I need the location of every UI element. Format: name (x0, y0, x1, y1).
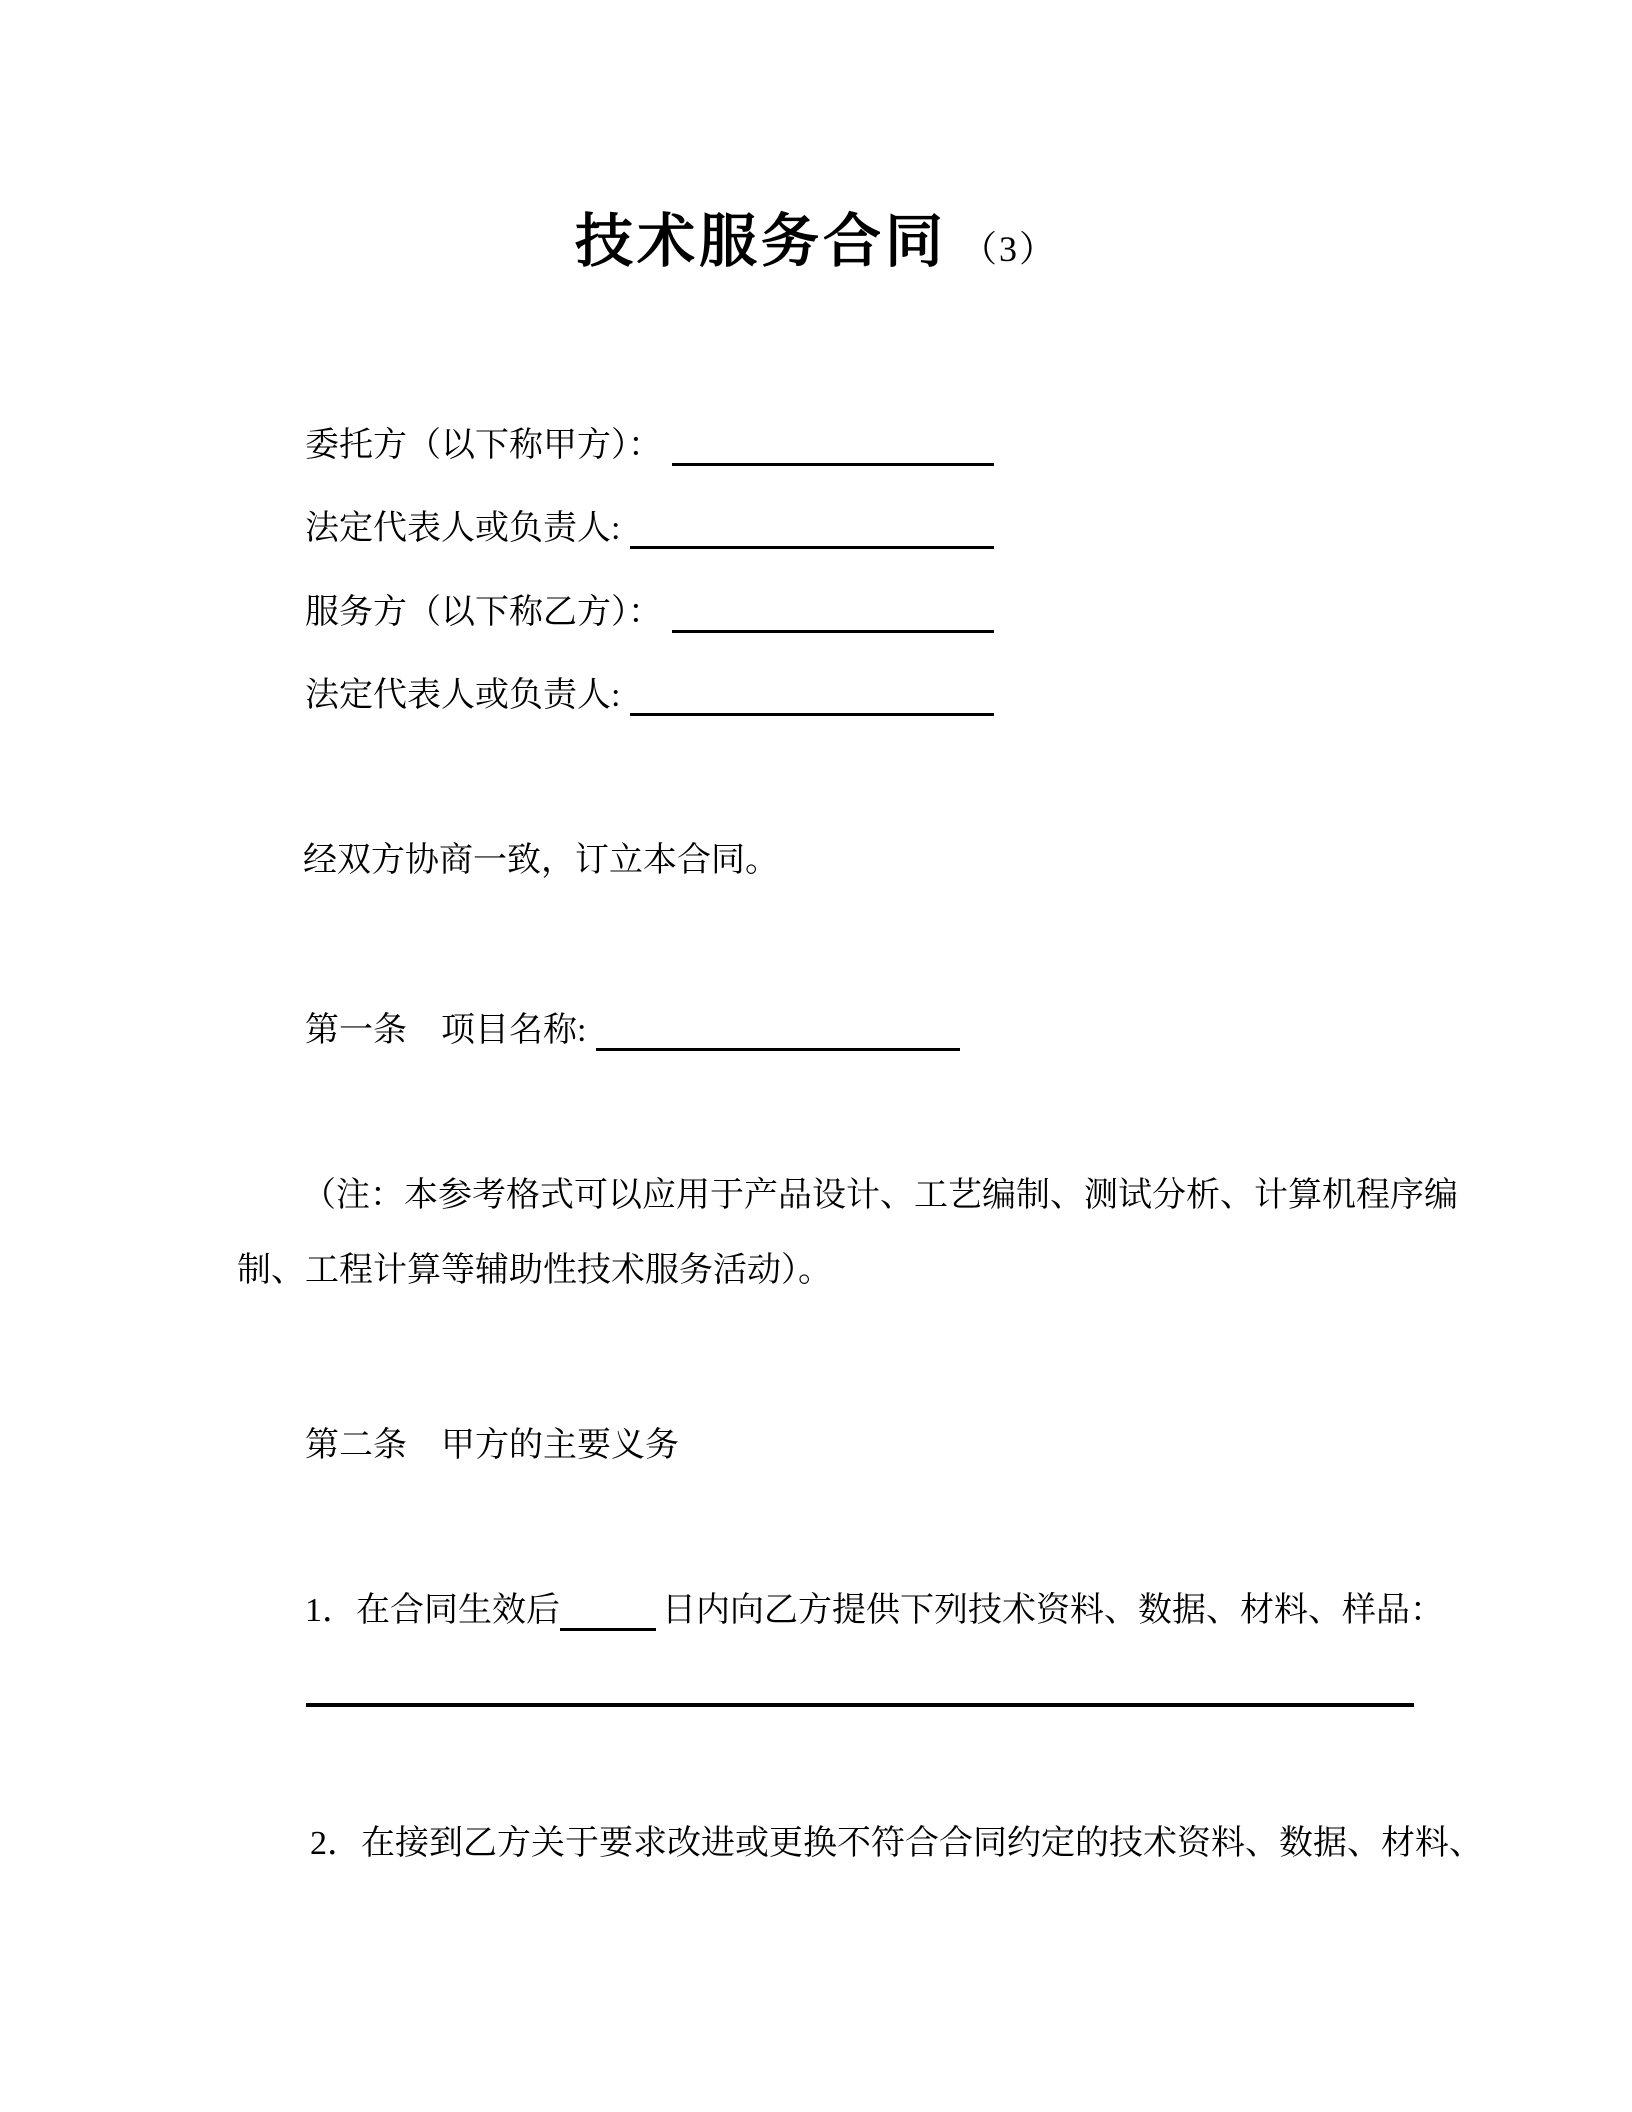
contract-title: 技术服务合同 (574, 209, 947, 274)
party-label-provider: 服务方（以下称乙方）： (305, 594, 662, 631)
clause-1-line (305, 1591, 1444, 1631)
clause-1-suffix: 日内向乙方提供下列技术资料、数据、材料、样品： (662, 1592, 1444, 1629)
clause-1-days-blank (560, 1591, 656, 1631)
party-row-provider (305, 593, 994, 633)
party-row-provider-representative (305, 676, 994, 716)
project-name-blank (596, 1011, 960, 1051)
party-label-client: 委托方（以下称甲方）： (305, 427, 662, 464)
page-title (0, 203, 1632, 281)
note-paragraph-line-2: 制、工程计算等辅助性技术服务活动）。 (237, 1252, 832, 1289)
party-blank-provider (672, 593, 994, 633)
party-blank-client (672, 426, 994, 466)
article-1-heading: 第一条 项目名称: (305, 1012, 587, 1049)
party-label-provider-representative: 法定代表人或负责人: (305, 677, 621, 714)
contract-title-number: （3） (961, 229, 1058, 269)
article-1-row (305, 1011, 960, 1051)
party-blank-client-representative (630, 509, 994, 549)
party-row-client-representative (305, 509, 994, 549)
party-label-client-representative: 法定代表人或负责人: (305, 510, 621, 547)
materials-list-blank-rule (306, 1703, 1414, 1707)
article-2-heading: 第二条 甲方的主要义务 (305, 1427, 679, 1464)
note-paragraph-line-1: （注：本参考格式可以应用于产品设计、工艺编制、测试分析、计算机程序编 (302, 1177, 1458, 1214)
party-blank-provider-representative (630, 676, 994, 716)
party-row-client (305, 426, 994, 466)
clause-1-prefix: 1．在合同生效后 (305, 1592, 560, 1629)
preamble-text: 经双方协商一致，订立本合同。 (303, 842, 779, 879)
clause-2-line: 2．在接到乙方关于要求改进或更换不符合合同约定的技术资料、数据、材料、 (310, 1825, 1483, 1862)
